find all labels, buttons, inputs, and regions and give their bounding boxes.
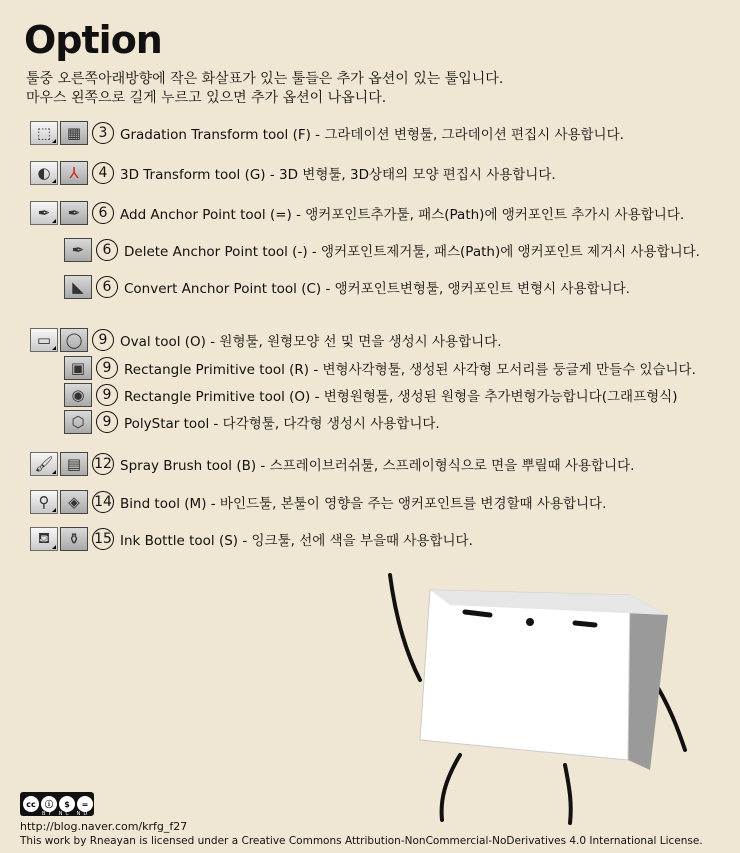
tool-row-bind: [30, 489, 606, 515]
cc-badge-label: BY NC ND: [42, 811, 91, 817]
shortcut-number: 9: [96, 357, 118, 379]
shortcut-number: 6: [92, 202, 114, 224]
nd-icon: =: [77, 796, 93, 812]
tool-description: Oval tool (O) - 원형툴, 원형모양 선 및 면을 생성시 사용합니다.: [120, 334, 502, 350]
add-anchor-icon[interactable]: ✒: [60, 201, 88, 225]
page-title: Option: [24, 18, 162, 62]
blog-url[interactable]: http://blog.naver.com/krfg_f27: [20, 820, 188, 833]
mascot-illustration: [380, 565, 700, 825]
intro-line-2: 마우스 왼쪽으로 길게 누르고 있으면 추가 옵션이 나옵니다.: [26, 90, 387, 106]
pen-icon[interactable]: ✒: [30, 201, 58, 225]
tool-row-gradient-transform: [30, 120, 624, 146]
bind-icon[interactable]: ◈: [60, 490, 88, 514]
intro-line-1: 툴중 오른쪽아래방향에 작은 화살표가 있는 툴들은 추가 옵션이 있는 툴입니다.: [26, 71, 504, 87]
tool-row-3d-transform: [30, 160, 556, 186]
tool-row-rectangle-primitive: [64, 355, 696, 381]
paint-bucket-icon[interactable]: ⛾: [30, 527, 58, 551]
tool-description: Gradation Transform tool (F) - 그라데이션 변형툴, 그라데이션 편집시 사용합니다.: [120, 127, 624, 143]
cc-icon: cc: [23, 796, 39, 812]
tool-description: Delete Anchor Point tool (-) - 앵커포인트제거툴, 패스(Path)에 앵커포인트 제거시 사용합니다.: [124, 244, 700, 260]
delete-anchor-icon[interactable]: ✒: [64, 238, 92, 262]
shortcut-number: 6: [96, 276, 118, 298]
tool-description: Rectangle Primitive tool (O) - 변형원형툴, 생성된 원형을 추가변형가능합니다(그래프형식): [124, 389, 678, 405]
3d-rotation-icon[interactable]: ◐: [30, 161, 58, 185]
shortcut-number: 9: [96, 411, 118, 433]
license-text: This work by Rneayan is licensed under a Creative Commons Attribution-NonCommercial-NoDerivatives 4.0 International License.: [20, 835, 703, 847]
polystar-icon[interactable]: ⬡: [64, 410, 92, 434]
tool-row-spray-brush: [30, 451, 634, 477]
shortcut-number: 9: [92, 329, 114, 351]
intro-text: [26, 70, 503, 108]
tool-description: Rectangle Primitive tool (R) - 변형사각형툴, 생성된 사각형 모서리를 둥글게 만들수 있습니다.: [124, 362, 696, 378]
tool-description: PolyStar tool - 다각형툴, 다각형 생성시 사용합니다.: [124, 416, 440, 432]
tool-row-oval-primitive: [64, 382, 677, 408]
tool-description: 3D Transform tool (G) - 3D 변형툴, 3D상태의 모양 편집시 사용합니다.: [120, 167, 556, 183]
convert-anchor-icon[interactable]: ◣: [64, 275, 92, 299]
3d-transform-icon[interactable]: ⅄: [60, 161, 88, 185]
tool-row-polystar: [64, 409, 440, 435]
shortcut-number: 6: [96, 239, 118, 261]
tool-description: Bind tool (M) - 바인드툴, 본툴이 영향을 주는 앵커포인트를 변경할때 사용합니다.: [120, 496, 607, 512]
shortcut-number: 12: [92, 453, 114, 475]
tool-row-oval: [30, 327, 502, 353]
free-transform-icon[interactable]: ⬚: [30, 121, 58, 145]
tool-row-ink-bottle: [30, 526, 473, 552]
tool-description: Add Anchor Point tool (=) - 앵커포인트추가툴, 패스(Path)에 앵커포인트 추가시 사용합니다.: [120, 207, 685, 223]
shortcut-number: 15: [92, 528, 114, 550]
spray-brush-icon[interactable]: ▤: [60, 452, 88, 476]
shortcut-number: 9: [96, 384, 118, 406]
gradient-transform-icon[interactable]: ▦: [60, 121, 88, 145]
creative-commons-badge: [20, 792, 94, 816]
shortcut-number: 4: [92, 162, 114, 184]
shortcut-number: 14: [92, 491, 114, 513]
tool-row-add-anchor: [30, 200, 684, 226]
shortcut-number: 3: [92, 122, 114, 144]
by-icon: ⓘ: [41, 796, 57, 812]
tool-row-delete-anchor: [64, 237, 700, 263]
brush-icon[interactable]: 🖌: [30, 452, 58, 476]
ink-bottle-icon[interactable]: ⚱: [60, 527, 88, 551]
rectangle-primitive-icon[interactable]: ▣: [64, 356, 92, 380]
tool-row-convert-anchor: [64, 274, 630, 300]
nc-icon: $: [59, 796, 75, 812]
tool-description: Convert Anchor Point tool (C) - 앵커포인트변형툴, 앵커포인트 변형시 사용합니다.: [124, 281, 630, 297]
rectangle-icon[interactable]: ▭: [30, 328, 58, 352]
oval-primitive-icon[interactable]: ◉: [64, 383, 92, 407]
oval-icon[interactable]: ◯: [60, 328, 88, 352]
bone-icon[interactable]: ⚲: [30, 490, 58, 514]
tool-description: Spray Brush tool (B) - 스프레이브러쉬툴, 스프레이형식으로 면을 뿌릴때 사용합니다.: [120, 458, 635, 474]
tool-description: Ink Bottle tool (S) - 잉크툴, 선에 색을 부을때 사용합니다.: [120, 533, 473, 549]
